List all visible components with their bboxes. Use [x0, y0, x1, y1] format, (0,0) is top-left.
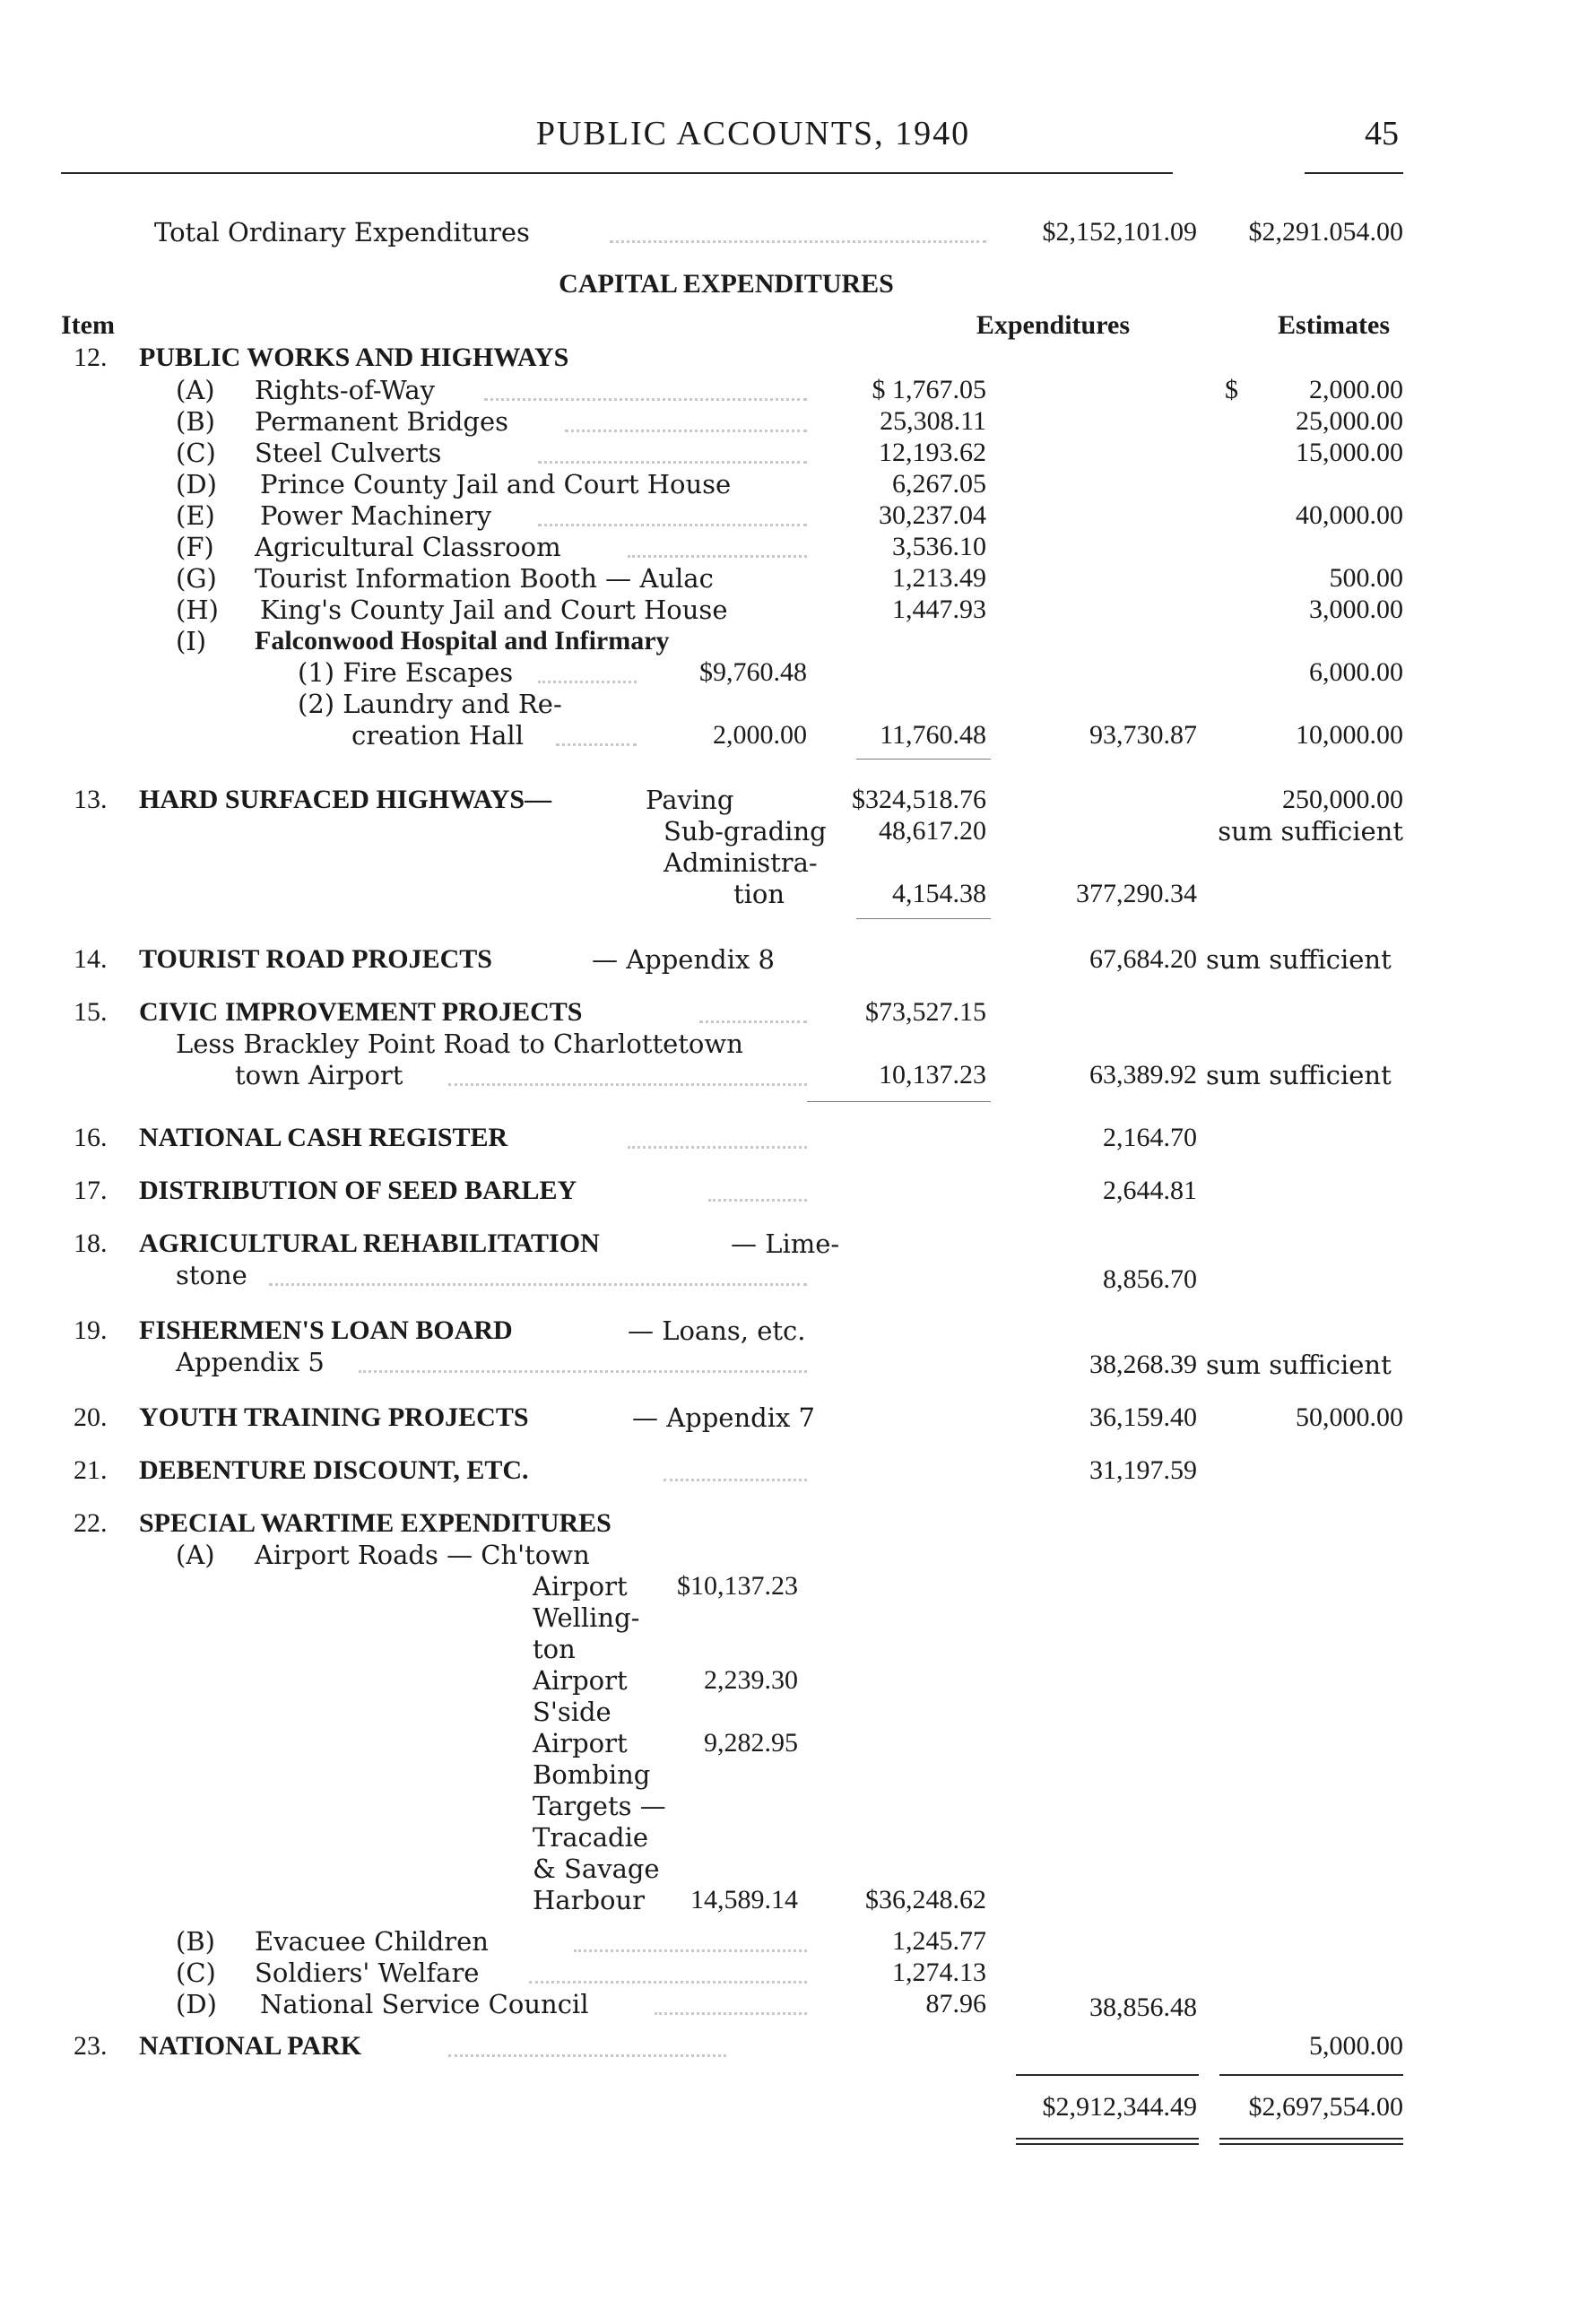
page-number: 45 [1365, 115, 1399, 152]
estimate-note: sum sufficient [1218, 816, 1403, 846]
section-title-suffix: — Appendix 8 [592, 944, 775, 975]
sub-amount: $73,527.15 [865, 997, 986, 1027]
section-total: 67,684.20 [1089, 944, 1197, 974]
sub-label: Soldiers' Welfare [255, 1958, 480, 1988]
sub-amount: 11,760.48 [880, 720, 986, 750]
item-number: 13. [74, 785, 108, 814]
sub-label: Tourist Information Booth — Aulac [255, 563, 714, 594]
section-total: 2,164.70 [1103, 1123, 1197, 1152]
sub-sub-amount: 2,000.00 [713, 720, 807, 750]
sub-amount: 1,447.93 [892, 595, 986, 624]
section-title: TOURIST ROAD PROJECTS [139, 944, 492, 974]
estimate-amount: 25,000.00 [1296, 406, 1403, 436]
estimate-dollar-sign: $ [1225, 375, 1238, 404]
section-total: 38,856.48 [1089, 1992, 1197, 2022]
ordinary-estimates: $2,291.054.00 [1248, 217, 1403, 247]
capital-title: CAPITAL EXPENDITURES [559, 269, 894, 299]
ordinary-label: Total Ordinary Expenditures [154, 217, 530, 247]
subtotal-rule [856, 918, 991, 919]
ordinary-expenditures: $2,152,101.09 [1042, 217, 1197, 247]
sub-letter: (A) [176, 1540, 215, 1570]
item-number: 15. [74, 997, 108, 1027]
leader-dots [448, 1083, 807, 1086]
leader-dots [538, 461, 807, 464]
leader-dots [529, 1981, 807, 1984]
item-number: 21. [74, 1455, 108, 1485]
estimate-amount: 3,000.00 [1309, 595, 1403, 624]
leader-dots [448, 2054, 726, 2057]
column-estimates: Estimates [1278, 310, 1390, 340]
sub-letter: (G) [176, 563, 217, 594]
sub-label: Agricultural Classroom [255, 532, 561, 562]
estimate-amount: 2,000.00 [1309, 375, 1403, 404]
section-total: 38,268.39 [1089, 1350, 1197, 1379]
section-title: DISTRIBUTION OF SEED BARLEY [139, 1176, 577, 1205]
sub-amount: 25,308.11 [880, 406, 986, 436]
leader-dots [269, 1283, 807, 1286]
estimate-amount: 250,000.00 [1282, 785, 1403, 814]
section-title: PUBLIC WORKS AND HIGHWAYS [139, 343, 569, 372]
sub-amount: 12,193.62 [879, 438, 986, 467]
sub-label: Permanent Bridges [255, 406, 509, 437]
sub-letter: (D) [176, 469, 217, 499]
sub-label: Power Machinery [260, 500, 492, 531]
item-number: 17. [74, 1176, 108, 1205]
item-number: 20. [74, 1402, 108, 1432]
airport-line: Targets — [533, 1791, 666, 1821]
item-number: 22. [74, 1508, 108, 1538]
leader-dots [628, 1146, 807, 1149]
airport-line: Airport [533, 1728, 628, 1758]
item-number: 23. [74, 2031, 108, 2061]
leader-dots [359, 1370, 807, 1373]
sub-label: Falconwood Hospital and Infirmary [255, 626, 670, 655]
leader-dots [556, 743, 637, 746]
item-number: 19. [74, 1315, 108, 1345]
airport-line: & Savage [533, 1854, 660, 1884]
sub-label: Less Brackley Point Road to Charlottetown [176, 1029, 743, 1059]
section-total: 31,197.59 [1089, 1455, 1197, 1485]
section-title-suffix: — Loans, etc. [628, 1315, 806, 1346]
sub-label: Rights-of-Way [255, 375, 436, 405]
sub-letter: (E) [176, 500, 215, 531]
sub-amount: 4,154.38 [892, 879, 986, 908]
sub-amount: 1,245.77 [892, 1926, 986, 1956]
leader-dots [574, 1949, 807, 1952]
airport-line: Airport [533, 1571, 628, 1602]
total-rule [1016, 2074, 1199, 2076]
estimate-amount: 500.00 [1329, 563, 1403, 593]
estimate-amount: 5,000.00 [1309, 2031, 1403, 2061]
airport-line: Harbour [533, 1885, 646, 1915]
estimate-amount: 40,000.00 [1296, 500, 1403, 530]
item-number: 18. [74, 1228, 108, 1258]
sub-amount: 3,536.10 [892, 532, 986, 561]
sub-sub-label-continued: creation Hall [351, 720, 524, 751]
sub-label: Steel Culverts [255, 438, 442, 468]
sub-letter: (B) [176, 406, 215, 437]
double-rule [1016, 2143, 1199, 2145]
estimate-amount: 6,000.00 [1309, 657, 1403, 687]
sub-amount: 10,137.23 [879, 1060, 986, 1090]
header-rule [61, 172, 1173, 174]
airport-line: Airport [533, 1665, 628, 1696]
sub-letter: (C) [176, 1958, 216, 1988]
leader-dots [484, 398, 807, 401]
section-title: HARD SURFACED HIGHWAYS— [139, 785, 552, 814]
sub-label: Prince County Jail and Court House [260, 469, 732, 499]
sub-amount: 48,617.20 [879, 816, 986, 846]
sub-sub-label: (2) Laundry and Re- [298, 689, 562, 719]
estimate-amount: 10,000.00 [1296, 720, 1403, 750]
double-rule [1016, 2138, 1199, 2140]
section-title: AGRICULTURAL REHABILITATION [139, 1228, 600, 1258]
sub-label: Sub-grading [664, 816, 827, 846]
section-title: FISHERMEN'S LOAN BOARD [139, 1315, 513, 1345]
estimate-note: sum sufficient [1206, 1060, 1392, 1090]
leader-dots [538, 681, 637, 683]
section-total: 377,290.34 [1076, 879, 1197, 908]
airport-amount: 14,589.14 [690, 1885, 798, 1914]
sub-amount: $324,518.76 [852, 785, 986, 814]
estimate-note: sum sufficient [1206, 1350, 1392, 1380]
sub-letter: (D) [176, 1989, 217, 2019]
column-item: Item [61, 310, 115, 340]
airport-line: Tracadie [533, 1822, 649, 1853]
section-title: YOUTH TRAINING PROJECTS [139, 1402, 529, 1432]
double-rule [1219, 2143, 1403, 2145]
sub-letter: (H) [176, 595, 219, 625]
double-rule [1219, 2138, 1403, 2140]
section-total: 8,856.70 [1103, 1264, 1197, 1294]
sub-letter: (A) [176, 375, 215, 405]
header-rule-right [1305, 172, 1403, 174]
sub-letter: (F) [176, 532, 214, 562]
section-title: CIVIC IMPROVEMENT PROJECTS [139, 997, 583, 1027]
sub-amount: 1,274.13 [892, 1958, 986, 1987]
sub-label: Paving [646, 785, 734, 815]
section-title-suffix: — Lime- [731, 1228, 840, 1259]
airport-line: S'side [533, 1697, 612, 1727]
column-expenditures: Expenditures [976, 310, 1130, 340]
section-title-suffix: — Appendix 7 [632, 1402, 815, 1433]
section-title: NATIONAL CASH REGISTER [139, 1123, 508, 1152]
section-title: DEBENTURE DISCOUNT, ETC. [139, 1455, 529, 1485]
sub-label-continued: town Airport [235, 1060, 403, 1090]
section-title-continued: Appendix 5 [176, 1347, 325, 1377]
airport-line: Welling- [533, 1602, 640, 1633]
leader-dots [655, 2012, 807, 2015]
subtotal-rule [856, 759, 991, 760]
leader-dots [565, 430, 807, 432]
sub-letter: (C) [176, 438, 216, 468]
section-total: 63,389.92 [1089, 1060, 1197, 1090]
subtotal-rule [807, 1101, 991, 1102]
section-total: 36,159.40 [1089, 1402, 1197, 1432]
sub-amount: $36,248.62 [865, 1885, 986, 1914]
item-number: 14. [74, 944, 108, 974]
section-title: SPECIAL WARTIME EXPENDITURES [139, 1508, 612, 1538]
sub-letter: (B) [176, 1926, 215, 1957]
airport-amount: 9,282.95 [704, 1728, 798, 1758]
estimate-amount: 50,000.00 [1296, 1402, 1403, 1432]
leader-dots [628, 555, 807, 558]
sub-label: National Service Council [260, 1989, 589, 2019]
sub-amount: 1,213.49 [892, 563, 986, 593]
item-number: 16. [74, 1123, 108, 1152]
sub-label: Administra- [664, 847, 818, 878]
leader-dots [664, 1479, 807, 1481]
estimate-amount: 15,000.00 [1296, 438, 1403, 467]
sub-label: Evacuee Children [255, 1926, 489, 1957]
grand-total-estimates: $2,697,554.00 [1248, 2092, 1403, 2122]
leader-dots [538, 524, 807, 526]
sub-label: Airport Roads — Ch'town [255, 1540, 590, 1570]
section-title-continued: stone [176, 1260, 247, 1290]
total-rule [1219, 2074, 1403, 2076]
sub-label: King's County Jail and Court House [260, 595, 728, 625]
sub-amount: 30,237.04 [879, 500, 986, 530]
section-total: 2,644.81 [1103, 1176, 1197, 1205]
leader-dots [610, 240, 986, 243]
sub-sub-label: (1) Fire Escapes [298, 657, 514, 688]
airport-line: Bombing [533, 1759, 651, 1790]
sub-label-continued: tion [733, 879, 785, 909]
estimate-note: sum sufficient [1206, 944, 1392, 975]
airport-line: ton [533, 1634, 576, 1664]
grand-total-expenditures: $2,912,344.49 [1042, 2092, 1197, 2122]
airport-amount: $10,137.23 [677, 1571, 798, 1601]
page-header-title: PUBLIC ACCOUNTS, 1940 [535, 115, 971, 152]
section-title: NATIONAL PARK [139, 2031, 362, 2061]
airport-amount: 2,239.30 [704, 1665, 798, 1695]
sub-amount: 87.96 [925, 1989, 986, 2018]
leader-dots [708, 1199, 807, 1202]
item-number: 12. [74, 343, 108, 372]
section-total: 93,730.87 [1089, 720, 1197, 750]
leader-dots [699, 1020, 807, 1023]
sub-letter: (I) [176, 626, 207, 656]
sub-sub-amount: $9,760.48 [699, 657, 807, 687]
sub-amount: 6,267.05 [892, 469, 986, 499]
sub-amount: $ 1,767.05 [872, 375, 986, 404]
